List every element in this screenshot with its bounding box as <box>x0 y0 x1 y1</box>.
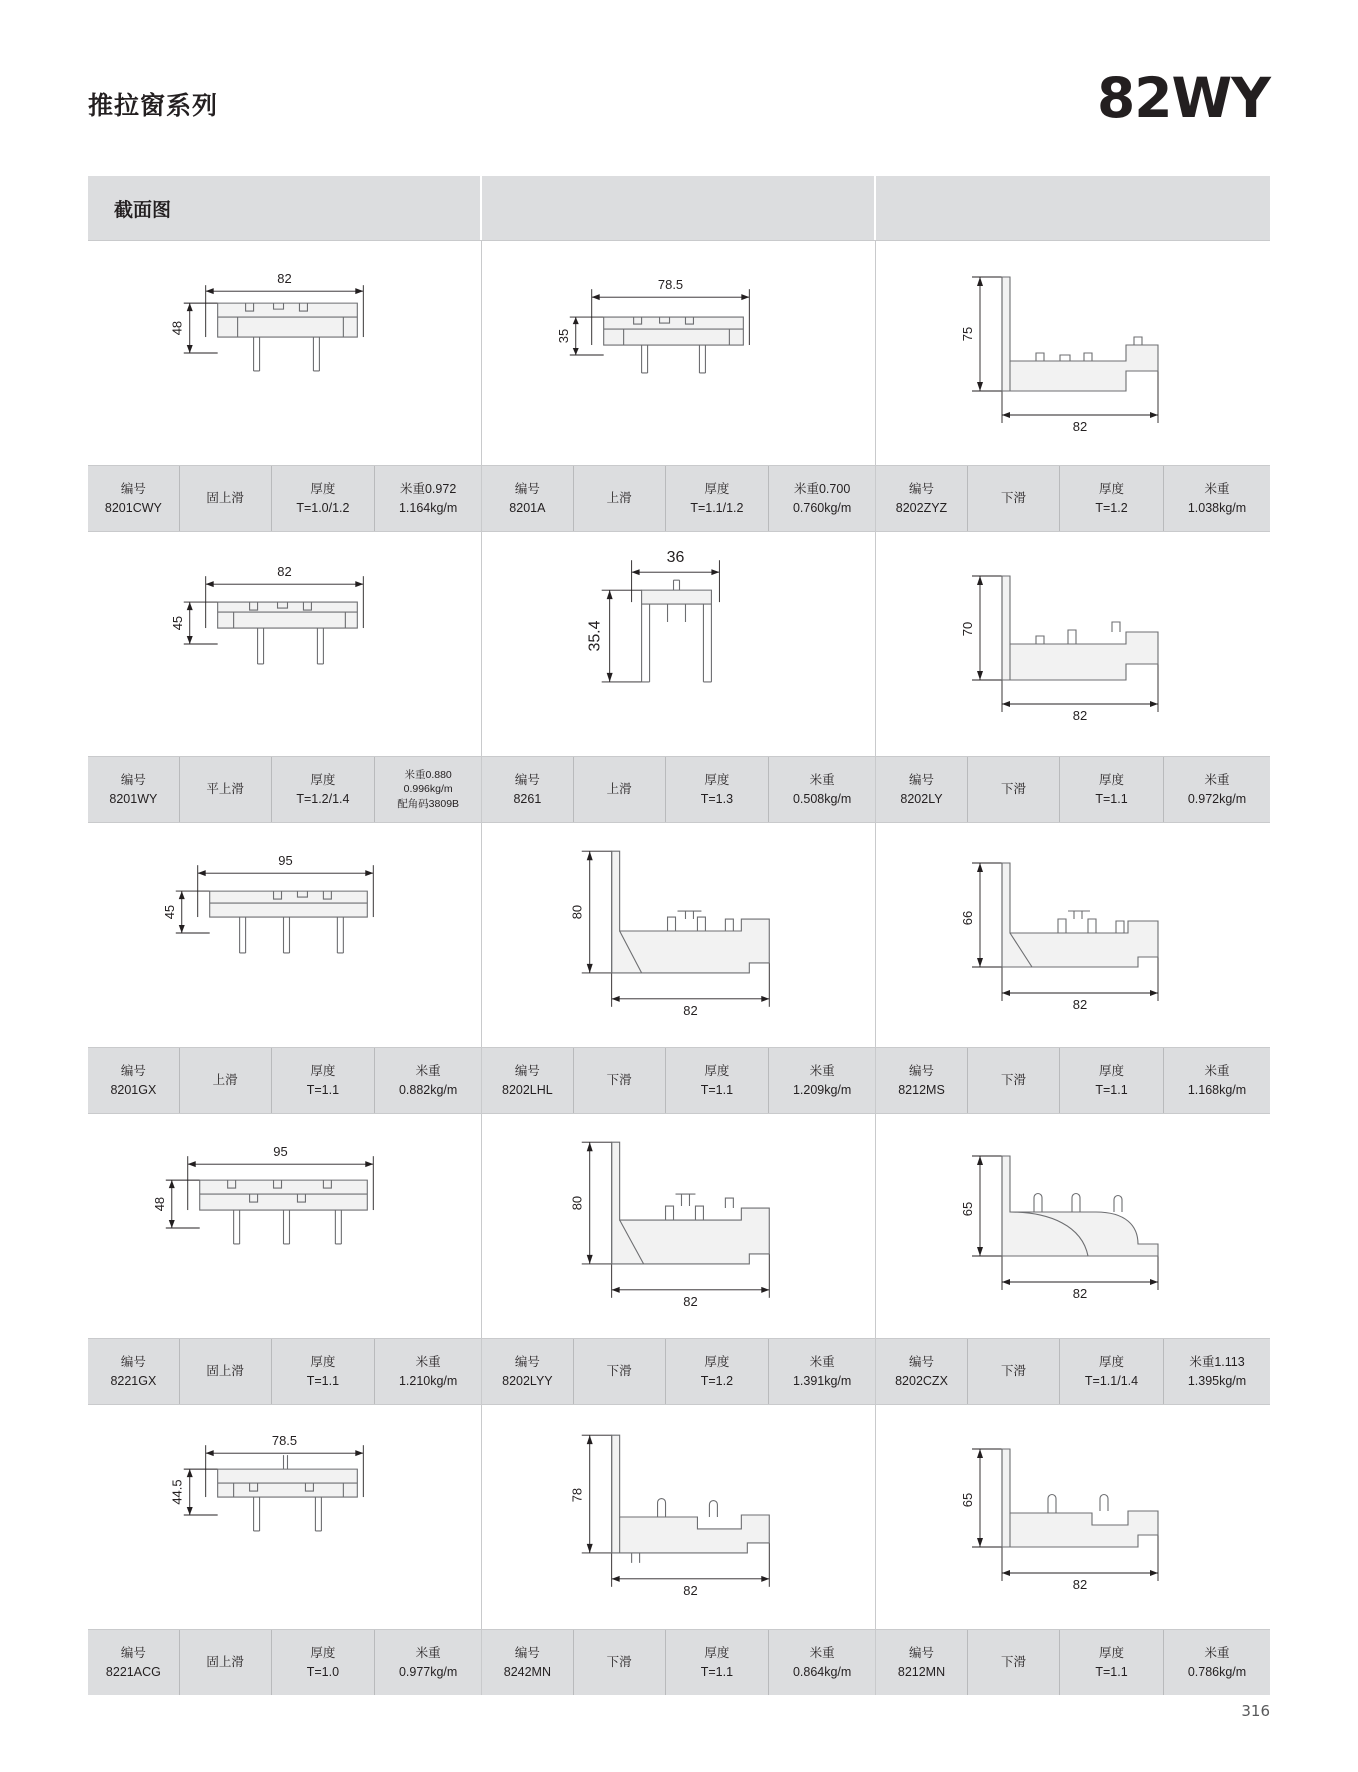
spec-weight-line2: 1.164kg/m <box>398 500 458 515</box>
dim-width: 36 <box>666 549 685 567</box>
spec-type-value: 上滑 <box>212 1073 238 1088</box>
dim-height: 48 <box>169 320 185 336</box>
spec-type <box>574 466 666 531</box>
spec-weight-line1: 米重 <box>1204 1646 1230 1661</box>
profile-cell <box>482 241 876 531</box>
spec-thickness <box>666 757 770 822</box>
dim-height: 80 <box>569 1195 585 1211</box>
profile-drawing <box>88 532 481 756</box>
spec-type <box>180 466 272 531</box>
spec-weight-line2: 1.038kg/m <box>1187 500 1247 515</box>
spec-type <box>574 1630 666 1695</box>
profile-drawing <box>482 1114 875 1338</box>
spec-weight-line2: 1.209kg/m <box>792 1082 852 1097</box>
spec-code <box>88 1339 180 1404</box>
table-row <box>88 822 1270 1113</box>
spec-weight-line1: 米重 <box>809 1646 835 1661</box>
spec-weight-line2: 0.996kg/m <box>403 783 453 796</box>
spec-type-value: 固上滑 <box>206 1655 244 1670</box>
spec-thickness-value: T=1.2 <box>700 1373 734 1388</box>
spec-thickness-label: 厚度 <box>704 1355 730 1370</box>
spec-row <box>88 1629 481 1695</box>
table-row <box>88 531 1270 822</box>
dim-width: 82 <box>1072 419 1088 434</box>
spec-thickness <box>272 1048 376 1113</box>
spec-code-value: 8202LHL <box>502 1082 553 1097</box>
profile-cell <box>88 1405 482 1695</box>
spec-type <box>180 757 272 822</box>
spec-row <box>482 1338 875 1404</box>
profile-cell <box>876 241 1270 531</box>
spec-type-value: 下滑 <box>1000 1655 1026 1670</box>
band-label: 截面图 <box>114 199 172 221</box>
spec-code-label: 编号 <box>514 773 540 788</box>
spec-code <box>482 1630 574 1695</box>
spec-weight <box>375 757 481 822</box>
dim-height: 45 <box>169 615 185 631</box>
spec-code-value: 8201WY <box>109 791 158 806</box>
profile-cell <box>482 1114 876 1404</box>
dim-height: 65 <box>960 1492 975 1508</box>
profile-drawing <box>876 241 1270 465</box>
dim-width: 82 <box>277 564 292 580</box>
spec-thickness-label: 厚度 <box>704 1646 730 1661</box>
spec-row <box>482 756 875 822</box>
spec-code-value: 8242MN <box>503 1664 551 1679</box>
dim-width: 82 <box>1072 1577 1088 1592</box>
spec-thickness-value: T=1.1 <box>1095 1664 1128 1679</box>
table-row <box>88 1404 1270 1695</box>
table-row <box>88 1113 1270 1404</box>
spec-code-label: 编号 <box>908 1355 934 1370</box>
spec-weight-line1: 米重0.700 <box>793 482 851 497</box>
profile-table <box>88 176 1270 1695</box>
spec-thickness <box>1060 757 1164 822</box>
dim-width: 95 <box>278 853 293 869</box>
spec-code-label: 编号 <box>120 1355 146 1370</box>
spec-thickness-label: 厚度 <box>1098 1355 1124 1370</box>
spec-row <box>88 1338 481 1404</box>
spec-weight <box>1164 1339 1270 1404</box>
spec-type <box>968 1339 1060 1404</box>
spec-weight <box>375 1339 481 1404</box>
spec-weight-line1: 米重 <box>809 773 835 788</box>
spec-row <box>876 1629 1270 1695</box>
spec-row <box>482 1047 875 1113</box>
spec-row <box>482 1629 875 1695</box>
spec-weight <box>1164 1048 1270 1113</box>
profile-drawing <box>88 1405 481 1629</box>
spec-code-value: 8221ACG <box>105 1664 161 1679</box>
spec-thickness-label: 厚度 <box>704 482 730 497</box>
spec-type-value: 下滑 <box>606 1073 632 1088</box>
page-header <box>88 66 1270 138</box>
spec-code-label: 编号 <box>908 1064 934 1079</box>
page-title: 推拉窗系列 <box>88 92 219 120</box>
profile-cell <box>88 241 482 531</box>
spec-type-value: 下滑 <box>1000 1073 1026 1088</box>
spec-thickness-value: T=1.0 <box>306 1664 340 1679</box>
spec-code-value: 8202LYY <box>502 1373 553 1388</box>
spec-row <box>876 465 1270 531</box>
spec-weight-line2: 0.882kg/m <box>398 1082 458 1097</box>
spec-thickness-label: 厚度 <box>310 1646 336 1661</box>
spec-type <box>574 1339 666 1404</box>
spec-weight-line2: 0.786kg/m <box>1187 1664 1247 1679</box>
dim-width: 82 <box>683 1293 698 1309</box>
profile-cell <box>88 1114 482 1404</box>
spec-type-value: 上滑 <box>606 491 632 506</box>
spec-thickness-value: T=1.1 <box>1095 791 1128 806</box>
spec-weight <box>375 1048 481 1113</box>
spec-code-value: 8221GX <box>110 1373 157 1388</box>
spec-weight-line1: 米重 <box>415 1355 441 1370</box>
spec-thickness <box>666 1048 770 1113</box>
spec-code-label: 编号 <box>514 1064 540 1079</box>
spec-type <box>574 1048 666 1113</box>
spec-code <box>88 466 180 531</box>
spec-code <box>876 466 968 531</box>
dim-height: 78 <box>569 1487 585 1503</box>
spec-row <box>88 756 481 822</box>
spec-type <box>180 1048 272 1113</box>
spec-thickness <box>272 1630 376 1695</box>
spec-code <box>482 1048 574 1113</box>
spec-thickness-label: 厚度 <box>310 773 336 788</box>
spec-code-value: 8201GX <box>110 1082 157 1097</box>
band-cell-3 <box>876 176 1270 240</box>
spec-thickness <box>1060 466 1164 531</box>
dim-height: 44.5 <box>169 1479 185 1505</box>
spec-weight-line2: 1.395kg/m <box>1187 1373 1247 1388</box>
profile-cell <box>482 1405 876 1695</box>
spec-type-value: 平上滑 <box>206 782 244 797</box>
spec-weight <box>1164 1630 1270 1695</box>
spec-code-label: 编号 <box>120 1646 146 1661</box>
spec-type-value: 下滑 <box>606 1655 632 1670</box>
spec-thickness-value: T=1.1/1.4 <box>1084 1373 1139 1388</box>
spec-code-value: 8202CZX <box>895 1373 948 1388</box>
spec-code-label: 编号 <box>908 482 934 497</box>
spec-weight-line2: 0.972kg/m <box>1187 791 1247 806</box>
spec-code-label: 编号 <box>120 773 146 788</box>
profile-cell <box>876 1405 1270 1695</box>
spec-code <box>876 1048 968 1113</box>
spec-weight-line1: 米重0.880 <box>404 769 452 782</box>
profile-cell <box>876 1114 1270 1404</box>
spec-code <box>482 757 574 822</box>
spec-type <box>968 1630 1060 1695</box>
spec-code-value: 8202ZYZ <box>895 500 948 515</box>
spec-thickness <box>666 1339 770 1404</box>
band-cell-2 <box>482 176 876 240</box>
dim-height: 35 <box>555 328 571 344</box>
spec-thickness-label: 厚度 <box>1098 1064 1124 1079</box>
spec-thickness-value: T=1.0/1.2 <box>296 500 350 515</box>
spec-weight-line2: 1.391kg/m <box>792 1373 852 1388</box>
spec-code-label: 编号 <box>514 482 540 497</box>
spec-row <box>482 465 875 531</box>
spec-code-value: 8201CWY <box>104 500 162 515</box>
spec-thickness-value: T=1.1/1.2 <box>690 500 744 515</box>
dim-height: 48 <box>151 1196 167 1212</box>
profile-drawing <box>876 1405 1270 1629</box>
dim-height: 65 <box>960 1201 975 1217</box>
spec-code-label: 编号 <box>120 482 146 497</box>
spec-thickness-value: T=1.1 <box>700 1664 734 1679</box>
dim-width: 82 <box>683 1002 698 1018</box>
spec-thickness <box>666 466 770 531</box>
spec-weight-line1: 米重1.113 <box>1189 1355 1245 1370</box>
spec-type-value: 固上滑 <box>206 491 244 506</box>
spec-weight <box>769 1630 875 1695</box>
spec-type <box>968 466 1060 531</box>
spec-code <box>88 757 180 822</box>
spec-weight-line1: 米重 <box>809 1064 835 1079</box>
spec-weight-line1: 米重 <box>415 1064 441 1079</box>
spec-thickness-label: 厚度 <box>704 773 730 788</box>
profile-drawing <box>482 532 875 756</box>
spec-thickness-value: T=1.3 <box>700 791 734 806</box>
dim-width: 82 <box>1072 1286 1088 1301</box>
spec-weight <box>375 1630 481 1695</box>
profile-drawing <box>482 241 875 465</box>
spec-weight-line2: 0.977kg/m <box>398 1664 458 1679</box>
profile-cell <box>88 823 482 1113</box>
spec-weight-line3: 配角码3809B <box>397 797 460 810</box>
spec-thickness <box>272 757 376 822</box>
spec-thickness <box>1060 1339 1164 1404</box>
profile-cell <box>482 532 876 822</box>
spec-weight <box>769 757 875 822</box>
dim-width: 78.5 <box>271 1433 298 1449</box>
spec-thickness-value: T=1.1 <box>306 1373 340 1388</box>
spec-thickness-label: 厚度 <box>1098 482 1124 497</box>
spec-code-label: 编号 <box>514 1646 540 1661</box>
spec-row <box>88 1047 481 1113</box>
spec-thickness <box>272 466 376 531</box>
spec-thickness-label: 厚度 <box>1098 773 1124 788</box>
profile-drawing <box>876 1114 1270 1338</box>
profile-drawing <box>482 1405 875 1629</box>
profile-cell <box>876 823 1270 1113</box>
spec-code-label: 编号 <box>908 1646 934 1661</box>
spec-thickness <box>272 1339 376 1404</box>
profile-drawing <box>876 532 1270 756</box>
spec-type <box>968 757 1060 822</box>
profile-drawing <box>88 241 481 465</box>
spec-weight-line2: 0.864kg/m <box>792 1664 852 1679</box>
spec-code <box>88 1048 180 1113</box>
dim-height: 70 <box>960 621 975 637</box>
spec-code-value: 8261 <box>513 791 542 806</box>
spec-weight-line1: 米重 <box>1204 1064 1230 1079</box>
spec-thickness-value: T=1.2 <box>1095 500 1128 515</box>
dim-width: 82 <box>1072 708 1088 723</box>
profile-cell <box>876 532 1270 822</box>
dim-height: 75 <box>960 326 975 342</box>
spec-code-label: 编号 <box>514 1355 540 1370</box>
spec-row <box>876 1047 1270 1113</box>
spec-weight <box>375 466 481 531</box>
spec-code-value: 8202LY <box>900 791 943 806</box>
spec-type <box>968 1048 1060 1113</box>
dim-width: 82 <box>683 1582 698 1598</box>
spec-code-value: 8201A <box>509 500 546 515</box>
spec-thickness-label: 厚度 <box>310 1064 336 1079</box>
dim-width: 78.5 <box>657 277 684 293</box>
spec-row <box>88 465 481 531</box>
profile-cell <box>88 532 482 822</box>
spec-type-value: 下滑 <box>606 1364 632 1379</box>
spec-code <box>482 466 574 531</box>
spec-thickness <box>1060 1048 1164 1113</box>
spec-weight-line2: 1.210kg/m <box>398 1373 458 1388</box>
spec-code <box>876 1630 968 1695</box>
series-code: 82WY <box>1096 66 1270 130</box>
spec-code <box>88 1630 180 1695</box>
spec-type <box>574 757 666 822</box>
spec-weight <box>769 1339 875 1404</box>
spec-weight <box>769 466 875 531</box>
spec-code-value: 8212MN <box>897 1664 946 1679</box>
spec-thickness-label: 厚度 <box>310 1355 336 1370</box>
dim-height: 45 <box>161 904 177 920</box>
spec-thickness-value: T=1.1 <box>1095 1082 1128 1097</box>
profile-drawing <box>876 823 1270 1047</box>
spec-row <box>876 756 1270 822</box>
spec-row <box>876 1338 1270 1404</box>
spec-type-value: 下滑 <box>1000 491 1026 506</box>
spec-thickness-value: T=1.1 <box>700 1082 734 1097</box>
spec-thickness <box>666 1630 770 1695</box>
dim-width: 95 <box>273 1144 288 1160</box>
spec-code-label: 编号 <box>908 773 934 788</box>
table-band-header <box>88 176 1270 240</box>
spec-thickness-label: 厚度 <box>310 482 336 497</box>
spec-type-value: 上滑 <box>606 782 632 797</box>
spec-weight <box>1164 466 1270 531</box>
page-number: 316 <box>1241 1702 1270 1720</box>
spec-thickness-value: T=1.1 <box>306 1082 340 1097</box>
spec-weight-line2: 0.760kg/m <box>792 500 852 515</box>
spec-code <box>876 757 968 822</box>
spec-weight-line1: 米重 <box>1204 482 1230 497</box>
spec-type-value: 下滑 <box>1000 1364 1026 1379</box>
spec-thickness-value: T=1.2/1.4 <box>296 791 350 806</box>
spec-code <box>876 1339 968 1404</box>
dim-height: 66 <box>960 910 975 926</box>
spec-weight-line2: 0.508kg/m <box>792 791 852 806</box>
spec-type-value: 固上滑 <box>206 1364 244 1379</box>
dim-width: 82 <box>277 271 292 287</box>
spec-type-value: 下滑 <box>1000 782 1026 797</box>
spec-type <box>180 1630 272 1695</box>
spec-weight <box>769 1048 875 1113</box>
dim-height: 80 <box>569 904 585 920</box>
table-row <box>88 240 1270 531</box>
band-cell-section <box>88 176 482 240</box>
spec-code <box>482 1339 574 1404</box>
dim-height: 35.4 <box>586 620 604 652</box>
spec-weight-line2: 1.168kg/m <box>1187 1082 1247 1097</box>
profile-drawing <box>88 823 481 1047</box>
spec-weight-line1: 米重 <box>809 1355 835 1370</box>
spec-weight-line1: 米重 <box>1204 773 1230 788</box>
spec-code-label: 编号 <box>120 1064 146 1079</box>
profile-cell <box>482 823 876 1113</box>
spec-weight-line1: 米重 <box>415 1646 441 1661</box>
spec-weight-line1: 米重0.972 <box>399 482 457 497</box>
profile-drawing <box>482 823 875 1047</box>
spec-thickness <box>1060 1630 1164 1695</box>
dim-width: 82 <box>1072 997 1088 1012</box>
spec-type <box>180 1339 272 1404</box>
spec-thickness-label: 厚度 <box>1098 1646 1124 1661</box>
spec-thickness-label: 厚度 <box>704 1064 730 1079</box>
spec-code-value: 8212MS <box>898 1082 945 1097</box>
spec-weight <box>1164 757 1270 822</box>
profile-drawing <box>88 1114 481 1338</box>
